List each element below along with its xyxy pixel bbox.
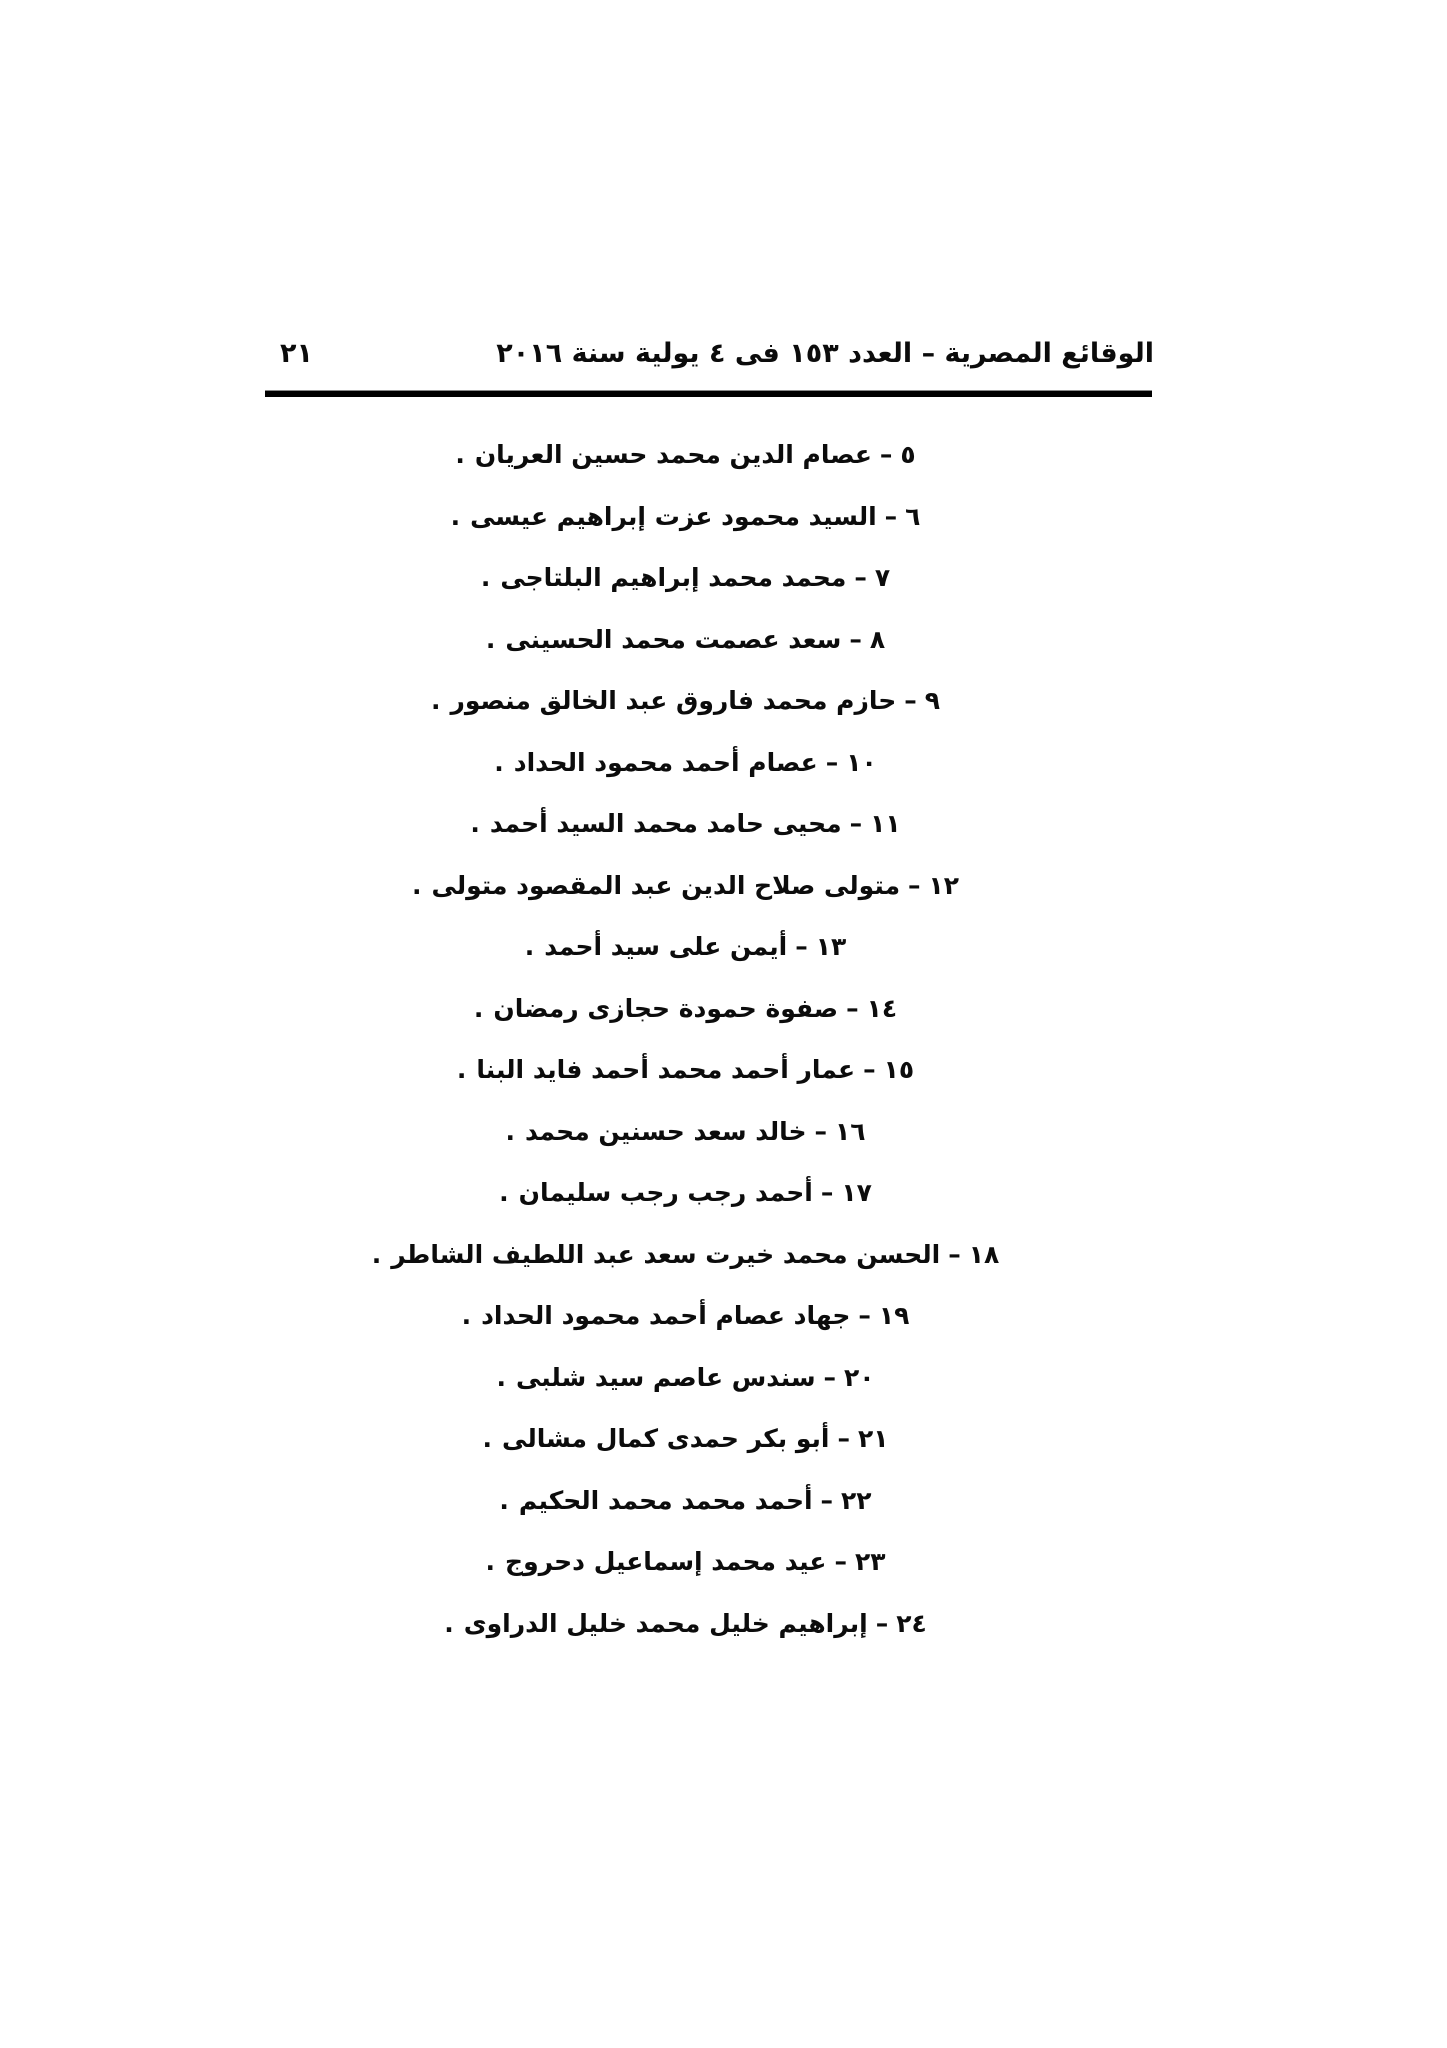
list-item-separator: –	[879, 440, 893, 469]
list-item	[0, 424, 1447, 486]
list-item-separator: –	[875, 1608, 889, 1638]
list-item-name: خالد سعد حسنين محمد	[524, 1116, 807, 1146]
list-item-number: ٦	[905, 501, 921, 531]
list-item-name: أحمد محمد محمد الحكيم	[518, 1485, 813, 1515]
list-item-separator: –	[863, 1055, 876, 1084]
list-item-terminator: .	[461, 1301, 472, 1330]
list-item-number: ٨	[869, 624, 886, 654]
list-item-terminator: .	[371, 1239, 382, 1269]
list-item-content	[499, 1470, 871, 1532]
list-item	[0, 1593, 1447, 1655]
list-item	[0, 916, 1447, 978]
list-item-separator: –	[854, 563, 867, 592]
list-item-terminator: .	[485, 624, 496, 654]
list-item-terminator: .	[494, 747, 504, 777]
list-item	[0, 1408, 1447, 1470]
list-item-terminator: .	[473, 993, 484, 1023]
list-item-name: الحسن محمد خيرت سعد عبد اللطيف الشاطر	[391, 1239, 941, 1269]
list-item-content	[494, 732, 876, 794]
list-item-terminator: .	[450, 501, 461, 531]
list-item	[0, 670, 1447, 732]
list-item-number: ١٩	[878, 1301, 910, 1330]
list-item-content	[444, 1593, 927, 1655]
list-item-separator: –	[908, 870, 921, 900]
list-item	[0, 1224, 1447, 1286]
list-item-content	[525, 916, 846, 978]
list-item-number: ٩	[924, 686, 941, 715]
list-item-name: عيد محمد إسماعيل دحروج	[505, 1547, 827, 1576]
list-item	[0, 1162, 1447, 1224]
list-item-content	[486, 1531, 886, 1593]
list-item-number: ٥	[900, 440, 916, 469]
list-item-number: ١٦	[835, 1116, 866, 1146]
list-item	[0, 1101, 1447, 1163]
list-item-name: متولى صلاح الدين عبد المقصود متولى	[431, 870, 901, 900]
list-item-content	[451, 486, 921, 548]
list-item	[0, 1470, 1447, 1532]
list-item-content	[496, 1347, 874, 1409]
list-item-terminator: .	[485, 1547, 496, 1576]
list-item	[0, 855, 1447, 917]
list-item-terminator: .	[482, 1424, 493, 1453]
list-item-number: ٢٢	[841, 1485, 872, 1515]
list-item-content	[462, 1285, 910, 1347]
list-item-separator: –	[849, 624, 862, 654]
list-item-terminator: .	[505, 1116, 515, 1146]
list-item-separator: –	[825, 747, 839, 777]
list-item-terminator: .	[455, 440, 465, 469]
list-item-content	[481, 547, 890, 609]
list-item-name: سندس عاصم سيد شلبى	[515, 1362, 816, 1392]
list-item	[0, 1531, 1447, 1593]
list-item-terminator: .	[456, 1055, 467, 1084]
list-item-name: السيد محمود عزت إبراهيم عيسى	[470, 501, 877, 531]
list-item-terminator: .	[499, 1485, 509, 1515]
list-item-content	[474, 978, 897, 1040]
list-item-content	[372, 1224, 1000, 1286]
list-item-name: عصام أحمد محمود الحداد	[513, 747, 818, 777]
list-item-name: أحمد رجب رجب سليمان	[518, 1178, 813, 1207]
list-item-separator: –	[837, 1424, 850, 1453]
list-item	[0, 732, 1447, 794]
list-item-content	[455, 424, 915, 486]
list-item-number: ٢٠	[844, 1362, 875, 1392]
list-item-number: ٢١	[857, 1424, 889, 1453]
list-item-terminator: .	[444, 1608, 454, 1638]
list-item-separator: –	[846, 993, 859, 1023]
list-item-separator: –	[858, 1301, 871, 1330]
list-item-name: صفوة حمودة حجازى رمضان	[493, 993, 839, 1023]
list-item-terminator: .	[499, 1178, 509, 1207]
list-item-terminator: .	[496, 1362, 506, 1392]
list-item-number: ١٠	[846, 747, 877, 777]
list-item-number: ١٣	[815, 932, 847, 961]
list-item-name: محمد محمد إبراهيم البلتاجى	[500, 563, 847, 592]
list-item	[0, 609, 1447, 671]
list-item	[0, 793, 1447, 855]
list-item-name: محيى حامد محمد السيد أحمد	[489, 809, 842, 838]
list-item-number: ١٤	[866, 993, 898, 1023]
list-item-number: ١٨	[968, 1239, 1000, 1269]
list-item-content	[470, 793, 900, 855]
list-item-content	[499, 1162, 872, 1224]
list-item-number: ١٧	[841, 1178, 872, 1207]
list-item-number: ١٢	[928, 870, 960, 900]
page-number: ٢١	[280, 338, 313, 369]
page-header	[262, 337, 1154, 385]
list-item	[0, 1285, 1447, 1347]
list-item-name: جهاد عصام أحمد محمود الحداد	[481, 1301, 851, 1330]
list-item-separator: –	[849, 809, 863, 838]
header-divider-rule	[265, 390, 1152, 397]
list-item-terminator: .	[430, 686, 441, 715]
list-item-content	[431, 670, 940, 732]
list-item-number: ٢٣	[854, 1547, 886, 1576]
list-item-separator: –	[823, 1362, 837, 1392]
list-item-name: حازم محمد فاروق عبد الخالق منصور	[450, 686, 897, 715]
list-item-separator: –	[884, 501, 898, 531]
list-item-name: عمار أحمد محمد أحمد فايد البنا	[476, 1055, 856, 1084]
list-item-separator: –	[814, 1116, 828, 1146]
list-item-terminator: .	[480, 563, 491, 592]
list-item-number: ٢٤	[896, 1608, 927, 1638]
list-item-separator: –	[795, 932, 808, 961]
numbered-name-list	[0, 424, 1447, 1654]
list-item-terminator: .	[411, 870, 422, 900]
list-item-number: ٧	[874, 563, 891, 592]
list-item	[0, 547, 1447, 609]
list-item-name: إبراهيم خليل محمد خليل الدراوى	[463, 1608, 868, 1638]
gazette-header-title: الوقائع المصرية – العدد ١٥٣ فى ٤ يولية سنة ٢٠١٦	[496, 338, 1154, 369]
list-item-separator: –	[948, 1239, 961, 1269]
list-item-number: ١١	[870, 809, 901, 838]
list-item-content	[457, 1039, 914, 1101]
list-item	[0, 978, 1447, 1040]
list-item-content	[483, 1408, 889, 1470]
list-item	[0, 486, 1447, 548]
list-item-separator: –	[820, 1178, 834, 1207]
list-item	[0, 1347, 1447, 1409]
list-item-separator: –	[904, 686, 917, 715]
list-item-name: عصام الدين محمد حسين العريان	[474, 440, 872, 469]
list-item-number: ١٥	[883, 1055, 915, 1084]
list-item	[0, 1039, 1447, 1101]
list-item-separator: –	[834, 1547, 847, 1576]
list-item-name: أيمن على سيد أحمد	[544, 932, 788, 961]
list-item-name: أبو بكر حمدى كمال مشالى	[502, 1424, 830, 1453]
list-item-terminator: .	[524, 932, 535, 961]
list-item-content	[486, 609, 885, 671]
list-item-separator: –	[820, 1485, 834, 1515]
list-item-content	[412, 855, 959, 917]
list-item-content	[505, 1101, 865, 1163]
list-item-name: سعد عصمت محمد الحسينى	[505, 624, 842, 654]
list-item-terminator: .	[470, 809, 480, 838]
